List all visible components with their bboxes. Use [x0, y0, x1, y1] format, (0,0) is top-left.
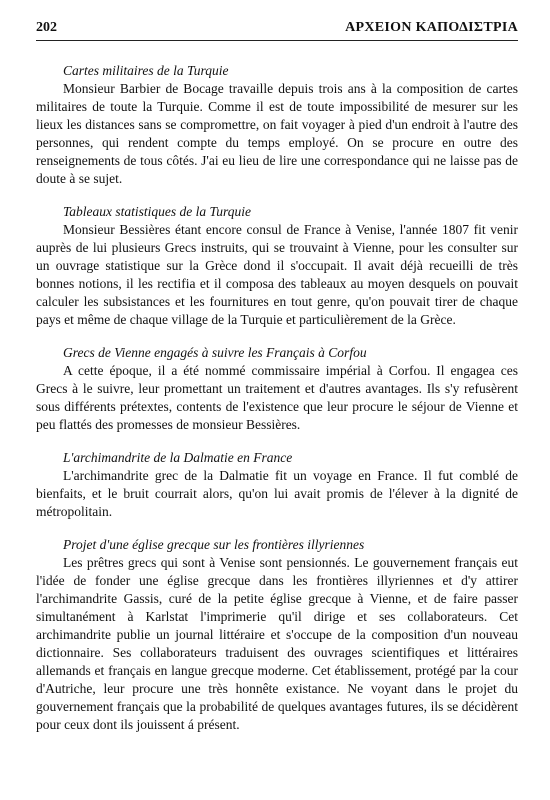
section-title: L'archimandrite de la Dalmatie en France: [63, 450, 293, 465]
section-title: Cartes militaires de la Turquie: [63, 63, 229, 78]
page-content: [36, 62, 518, 749]
section-title: Grecs de Vienne engagés à suivre les Français à Corfou: [63, 345, 367, 360]
section-body: Monsieur Barbier de Bocage travaille depuis trois ans à la composition de cartes militaires de toute la Turquie. Comme il est de toute impossibilité de mesurer sur les lieux les distances sans se compromettre, on fait voyager à pied d'un endroit à l'autre des personnes, qui rendent compte du temps employé. On se procure en outre des renseignements de tous côtés. J'ai eu lieu de lire une correspondance qui ne laisse pas de doute à se sujet.: [36, 81, 518, 186]
section-cartes-militaires: [36, 62, 518, 188]
section-grecs-de-vienne: [36, 344, 518, 434]
section-archimandrite-dalmatie: [36, 449, 518, 521]
section-title: Tableaux statistiques de la Turquie: [63, 204, 252, 219]
section-tableaux-statistiques: [36, 203, 518, 329]
section-body: Monsieur Bessières étant encore consul de France à Venise, l'année 1807 fit venir auprès de lui plusieurs Grecs instruits, qui se trouvaint à Vienne, pour les consulter sur un ouvrage statistique sur la Grèce dond il s'occupait. Il avait déjà recueilli de très bonnes notions, il les rectifia et il composa des tableaux au moyen desquels on pouvait calculer les subsistances et les fournitures en tout genre, qu'on pouvait tirer de chaque pays et même de chaque village de la Turquie et particulièrement de la Grèce.: [36, 222, 518, 327]
page-header: [36, 20, 518, 42]
section-body: L'archimandrite grec de la Dalmatie fit un voyage en France. Il fut comblé de bienfaits, et le bruit courrait alors, qu'on lui avait promis de l'élever à la dignité de métropolitain.: [36, 468, 518, 519]
section-body: Les prêtres grecs qui sont à Venise sont pensionnés. Le gouvernement français eut l'idée de fonder une église grecque dans les frontières illyriennes et d'y attirer l'archimandrite Gassis, curé de la petite église grecque à Vienne, et de faire passer simultanément à Karlstat l'imprimerie qu'il dirige et ses collaborateurs. Cet archimandrite publie un journal littéraire et s'occupe de la composition d'un nouveau dictionnaire. Ses collaborateurs traduisent des ouvrages scientifiques et littéraires allemands et français en langue grecque moderne. Cet établissement, protégé par la cour d'Autriche, leur procure une très honnête existance. Ne voyant dans le projet du gouvernement français que la probabilité de quelques avantages futures, ils se décidèrent pour ceux dont ils jouissent á présent.: [36, 555, 518, 732]
section-projet-eglise-grecque: [36, 536, 518, 734]
section-title: Projet d'une église grecque sur les frontières illyriennes: [63, 537, 365, 552]
section-body: A cette époque, il a été nommé commissaire impérial à Corfou. Il engagea ces Grecs à le suivre, leur promettant un traitement et d'autres avantages. Ils s'y refusèrent sous différents prétextes, contents de l'existence que leur procure le séjour de Vienne et peu flattés des promesses de monsieur Bessières.: [36, 363, 518, 432]
page-number: 202: [36, 20, 57, 35]
header-rule: [36, 40, 518, 41]
running-head: ΑΡΧΕΙΟΝ ΚΑΠΟΔΙΣΤΡΙΑ: [345, 20, 518, 35]
